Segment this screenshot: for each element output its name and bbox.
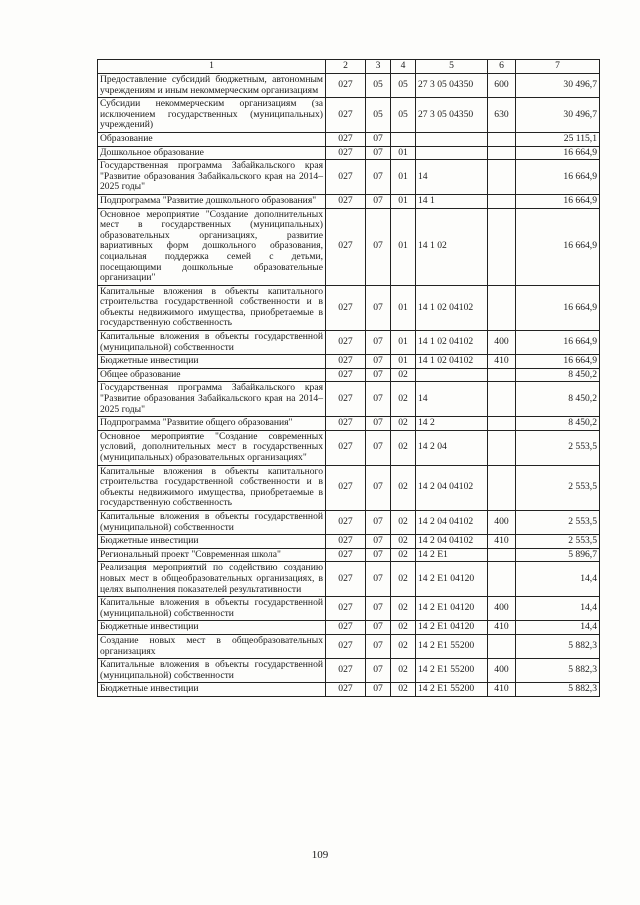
- row-subsection-cell: 01: [391, 331, 416, 355]
- row-name-cell: Предоставление субсидий бюджетным, автономным учреждениям и иным некоммерческим организациям: [98, 74, 326, 98]
- row-expense-type-cell: [488, 208, 516, 285]
- row-target-article-cell: 14 2 E1 55200: [416, 634, 488, 658]
- row-grbs-cell: 027: [326, 621, 366, 635]
- row-target-article-cell: 14 1 02 04102: [416, 285, 488, 330]
- row-expense-type-cell: [488, 160, 516, 195]
- row-expense-type-cell: [488, 465, 516, 510]
- row-subsection-cell: 01: [391, 208, 416, 285]
- row-target-article-cell: 14 2 04 04102: [416, 535, 488, 549]
- row-name-cell: Капитальные вложения в объекты капитального строительства государственной собственности и в объекты недвижимого имущества, приобретаемые в государственную собственность: [98, 465, 326, 510]
- row-name-cell: Капитальные вложения в объекты государственной (муниципальной) собственности: [98, 510, 326, 534]
- table-row: [98, 98, 600, 133]
- header-col-3: 3: [366, 60, 391, 74]
- row-expense-type-cell: 400: [488, 510, 516, 534]
- table-row: [98, 430, 600, 465]
- row-grbs-cell: 027: [326, 562, 366, 597]
- row-name-cell: Государственная программа Забайкальского края "Развитие образования Забайкальского края на 2014–2025 годы": [98, 382, 326, 417]
- table-row: [98, 417, 600, 431]
- row-amount-cell: 16 664,9: [516, 355, 600, 369]
- row-name-cell: Государственная программа Забайкальского края "Развитие образования Забайкальского края на 2014–2025 годы": [98, 160, 326, 195]
- header-col-4: 4: [391, 60, 416, 74]
- row-expense-type-cell: [488, 382, 516, 417]
- row-section-cell: 07: [366, 160, 391, 195]
- table-row: [98, 562, 600, 597]
- row-subsection-cell: 01: [391, 285, 416, 330]
- row-grbs-cell: 027: [326, 382, 366, 417]
- row-target-article-cell: 14 2 E1 04120: [416, 562, 488, 597]
- row-subsection-cell: 02: [391, 562, 416, 597]
- table-body: [98, 74, 600, 697]
- row-grbs-cell: 027: [326, 535, 366, 549]
- row-section-cell: 07: [366, 355, 391, 369]
- header-col-1: 1: [98, 60, 326, 74]
- row-name-cell: Субсидии некоммерческим организациям (за исключением государственных (муниципальных) учреждений): [98, 98, 326, 133]
- row-expense-type-cell: [488, 634, 516, 658]
- row-subsection-cell: 02: [391, 368, 416, 382]
- row-name-cell: Капитальные вложения в объекты государственной (муниципальной) собственности: [98, 659, 326, 683]
- row-section-cell: 07: [366, 562, 391, 597]
- row-grbs-cell: 027: [326, 510, 366, 534]
- row-name-cell: Образование: [98, 132, 326, 146]
- row-amount-cell: 5 882,3: [516, 634, 600, 658]
- row-expense-type-cell: [488, 368, 516, 382]
- table-row: [98, 597, 600, 621]
- row-section-cell: 07: [366, 382, 391, 417]
- row-target-article-cell: 14 2 E1 55200: [416, 683, 488, 697]
- row-subsection-cell: 02: [391, 535, 416, 549]
- row-target-article-cell: 27 3 05 04350: [416, 74, 488, 98]
- row-expense-type-cell: [488, 417, 516, 431]
- row-expense-type-cell: 400: [488, 331, 516, 355]
- row-expense-type-cell: [488, 285, 516, 330]
- page-number: 109: [311, 849, 329, 861]
- row-section-cell: 07: [366, 285, 391, 330]
- row-subsection-cell: 02: [391, 621, 416, 635]
- row-target-article-cell: 14 2 04 04102: [416, 510, 488, 534]
- table-row: [98, 285, 600, 330]
- row-amount-cell: 16 664,9: [516, 160, 600, 195]
- row-name-cell: Дошкольное образование: [98, 146, 326, 160]
- row-section-cell: 07: [366, 659, 391, 683]
- row-target-article-cell: [416, 368, 488, 382]
- row-name-cell: Капитальные вложения в объекты государственной (муниципальной) собственности: [98, 597, 326, 621]
- table-row: [98, 683, 600, 697]
- row-name-cell: Подпрограмма "Развитие общего образования": [98, 417, 326, 431]
- row-grbs-cell: 027: [326, 331, 366, 355]
- row-subsection-cell: 02: [391, 510, 416, 534]
- row-target-article-cell: 14 2 E1 04120: [416, 621, 488, 635]
- row-section-cell: 07: [366, 146, 391, 160]
- row-grbs-cell: 027: [326, 548, 366, 562]
- row-expense-type-cell: 400: [488, 659, 516, 683]
- table-row: [98, 74, 600, 98]
- row-amount-cell: 16 664,9: [516, 208, 600, 285]
- row-expense-type-cell: 400: [488, 597, 516, 621]
- row-expense-type-cell: [488, 548, 516, 562]
- row-section-cell: 07: [366, 331, 391, 355]
- row-expense-type-cell: 630: [488, 98, 516, 133]
- row-grbs-cell: 027: [326, 146, 366, 160]
- row-expense-type-cell: 600: [488, 74, 516, 98]
- row-subsection-cell: 02: [391, 634, 416, 658]
- row-name-cell: Основное мероприятие "Создание современных условий, дополнительных мест в государственных (муниципальных) образовательных организациях": [98, 430, 326, 465]
- row-expense-type-cell: [488, 194, 516, 208]
- header-col-5: 5: [416, 60, 488, 74]
- row-grbs-cell: 027: [326, 683, 366, 697]
- row-grbs-cell: 027: [326, 368, 366, 382]
- row-amount-cell: 8 450,2: [516, 417, 600, 431]
- row-name-cell: Капитальные вложения в объекты капитального строительства государственной собственности и в объекты недвижимого имущества, приобретаемые в государственную собственность: [98, 285, 326, 330]
- row-name-cell: Бюджетные инвестиции: [98, 355, 326, 369]
- table-row: [98, 160, 600, 195]
- row-target-article-cell: 14 1 02 04102: [416, 355, 488, 369]
- row-section-cell: 07: [366, 535, 391, 549]
- row-subsection-cell: 02: [391, 683, 416, 697]
- row-amount-cell: 14,4: [516, 562, 600, 597]
- table-row: [98, 146, 600, 160]
- row-amount-cell: 30 496,7: [516, 98, 600, 133]
- row-amount-cell: 2 553,5: [516, 465, 600, 510]
- row-amount-cell: 5 882,3: [516, 683, 600, 697]
- row-expense-type-cell: 410: [488, 535, 516, 549]
- header-col-6: 6: [488, 60, 516, 74]
- row-amount-cell: 30 496,7: [516, 74, 600, 98]
- row-section-cell: 07: [366, 430, 391, 465]
- row-subsection-cell: 01: [391, 355, 416, 369]
- row-subsection-cell: 02: [391, 659, 416, 683]
- row-subsection-cell: 05: [391, 98, 416, 133]
- row-amount-cell: 16 664,9: [516, 285, 600, 330]
- row-section-cell: 07: [366, 683, 391, 697]
- header-row: [98, 60, 600, 74]
- table-row: [98, 355, 600, 369]
- row-subsection-cell: 01: [391, 146, 416, 160]
- row-grbs-cell: 027: [326, 355, 366, 369]
- row-amount-cell: 16 664,9: [516, 331, 600, 355]
- row-target-article-cell: 14: [416, 382, 488, 417]
- row-target-article-cell: 14 1 02: [416, 208, 488, 285]
- row-section-cell: 07: [366, 194, 391, 208]
- row-amount-cell: 25 115,1: [516, 132, 600, 146]
- row-target-article-cell: 14 2: [416, 417, 488, 431]
- row-subsection-cell: 02: [391, 382, 416, 417]
- row-amount-cell: 16 664,9: [516, 146, 600, 160]
- table-row: [98, 331, 600, 355]
- row-section-cell: 05: [366, 98, 391, 133]
- table-row: [98, 194, 600, 208]
- row-target-article-cell: 14 2 E1: [416, 548, 488, 562]
- row-subsection-cell: 01: [391, 194, 416, 208]
- row-expense-type-cell: 410: [488, 683, 516, 697]
- row-name-cell: Основное мероприятие "Создание дополнительных мест в государственных (муниципальных) образовательных организациях, развитие вариативных форм дошкольного образования, социальная поддержка семей с детьми, посещающими дошкольные образовательные организации": [98, 208, 326, 285]
- row-grbs-cell: 027: [326, 417, 366, 431]
- row-section-cell: 07: [366, 621, 391, 635]
- row-name-cell: Капитальные вложения в объекты государственной (муниципальной) собственности: [98, 331, 326, 355]
- row-amount-cell: 2 553,5: [516, 535, 600, 549]
- row-target-article-cell: 14 2 E1 55200: [416, 659, 488, 683]
- row-grbs-cell: 027: [326, 160, 366, 195]
- row-name-cell: Региональный проект "Современная школа": [98, 548, 326, 562]
- row-section-cell: 07: [366, 208, 391, 285]
- table-row: [98, 548, 600, 562]
- row-section-cell: 07: [366, 465, 391, 510]
- table-row: [98, 465, 600, 510]
- row-grbs-cell: 027: [326, 208, 366, 285]
- row-target-article-cell: [416, 132, 488, 146]
- row-subsection-cell: 02: [391, 430, 416, 465]
- row-amount-cell: 5 896,7: [516, 548, 600, 562]
- row-section-cell: 07: [366, 634, 391, 658]
- row-target-article-cell: 14 2 E1 04120: [416, 597, 488, 621]
- table-row: [98, 208, 600, 285]
- row-section-cell: 07: [366, 548, 391, 562]
- header-col-2: 2: [326, 60, 366, 74]
- row-amount-cell: 14,4: [516, 597, 600, 621]
- row-name-cell: Создание новых мест в общеобразовательных организациях: [98, 634, 326, 658]
- row-name-cell: Бюджетные инвестиции: [98, 621, 326, 635]
- row-target-article-cell: 27 3 05 04350: [416, 98, 488, 133]
- budget-table: [97, 59, 600, 697]
- row-grbs-cell: 027: [326, 465, 366, 510]
- row-subsection-cell: 02: [391, 548, 416, 562]
- row-grbs-cell: 027: [326, 659, 366, 683]
- row-subsection-cell: 02: [391, 465, 416, 510]
- row-name-cell: Подпрограмма "Развитие дошкольного образования": [98, 194, 326, 208]
- row-target-article-cell: 14 2 04 04102: [416, 465, 488, 510]
- row-subsection-cell: 02: [391, 417, 416, 431]
- row-expense-type-cell: [488, 430, 516, 465]
- row-amount-cell: 8 450,2: [516, 368, 600, 382]
- row-expense-type-cell: 410: [488, 355, 516, 369]
- table-row: [98, 368, 600, 382]
- row-amount-cell: 2 553,5: [516, 510, 600, 534]
- row-name-cell: Реализация мероприятий по содействию созданию новых мест в общеобразовательных организациях, в целях выполнения показателей результативности: [98, 562, 326, 597]
- row-grbs-cell: 027: [326, 98, 366, 133]
- row-amount-cell: 8 450,2: [516, 382, 600, 417]
- row-grbs-cell: 027: [326, 597, 366, 621]
- row-subsection-cell: 02: [391, 597, 416, 621]
- table-row: [98, 621, 600, 635]
- row-expense-type-cell: [488, 562, 516, 597]
- table-row: [98, 659, 600, 683]
- row-amount-cell: 16 664,9: [516, 194, 600, 208]
- row-section-cell: 07: [366, 417, 391, 431]
- row-section-cell: 07: [366, 597, 391, 621]
- row-grbs-cell: 027: [326, 194, 366, 208]
- row-target-article-cell: 14 2 04: [416, 430, 488, 465]
- row-subsection-cell: 05: [391, 74, 416, 98]
- row-expense-type-cell: 410: [488, 621, 516, 635]
- row-grbs-cell: 027: [326, 634, 366, 658]
- row-grbs-cell: 027: [326, 285, 366, 330]
- row-expense-type-cell: [488, 132, 516, 146]
- row-amount-cell: 5 882,3: [516, 659, 600, 683]
- row-subsection-cell: [391, 132, 416, 146]
- header-col-7: 7: [516, 60, 600, 74]
- row-name-cell: Бюджетные инвестиции: [98, 683, 326, 697]
- row-grbs-cell: 027: [326, 132, 366, 146]
- row-target-article-cell: 14 1: [416, 194, 488, 208]
- row-section-cell: 07: [366, 510, 391, 534]
- table-row: [98, 382, 600, 417]
- row-section-cell: 07: [366, 132, 391, 146]
- row-amount-cell: 14,4: [516, 621, 600, 635]
- row-name-cell: Бюджетные инвестиции: [98, 535, 326, 549]
- table-row: [98, 132, 600, 146]
- row-section-cell: 07: [366, 368, 391, 382]
- row-target-article-cell: [416, 146, 488, 160]
- row-target-article-cell: 14 1 02 04102: [416, 331, 488, 355]
- row-section-cell: 05: [366, 74, 391, 98]
- table-row: [98, 634, 600, 658]
- table-row: [98, 510, 600, 534]
- row-name-cell: Общее образование: [98, 368, 326, 382]
- row-expense-type-cell: [488, 146, 516, 160]
- row-amount-cell: 2 553,5: [516, 430, 600, 465]
- row-subsection-cell: 01: [391, 160, 416, 195]
- row-grbs-cell: 027: [326, 74, 366, 98]
- table-row: [98, 535, 600, 549]
- row-grbs-cell: 027: [326, 430, 366, 465]
- row-target-article-cell: 14: [416, 160, 488, 195]
